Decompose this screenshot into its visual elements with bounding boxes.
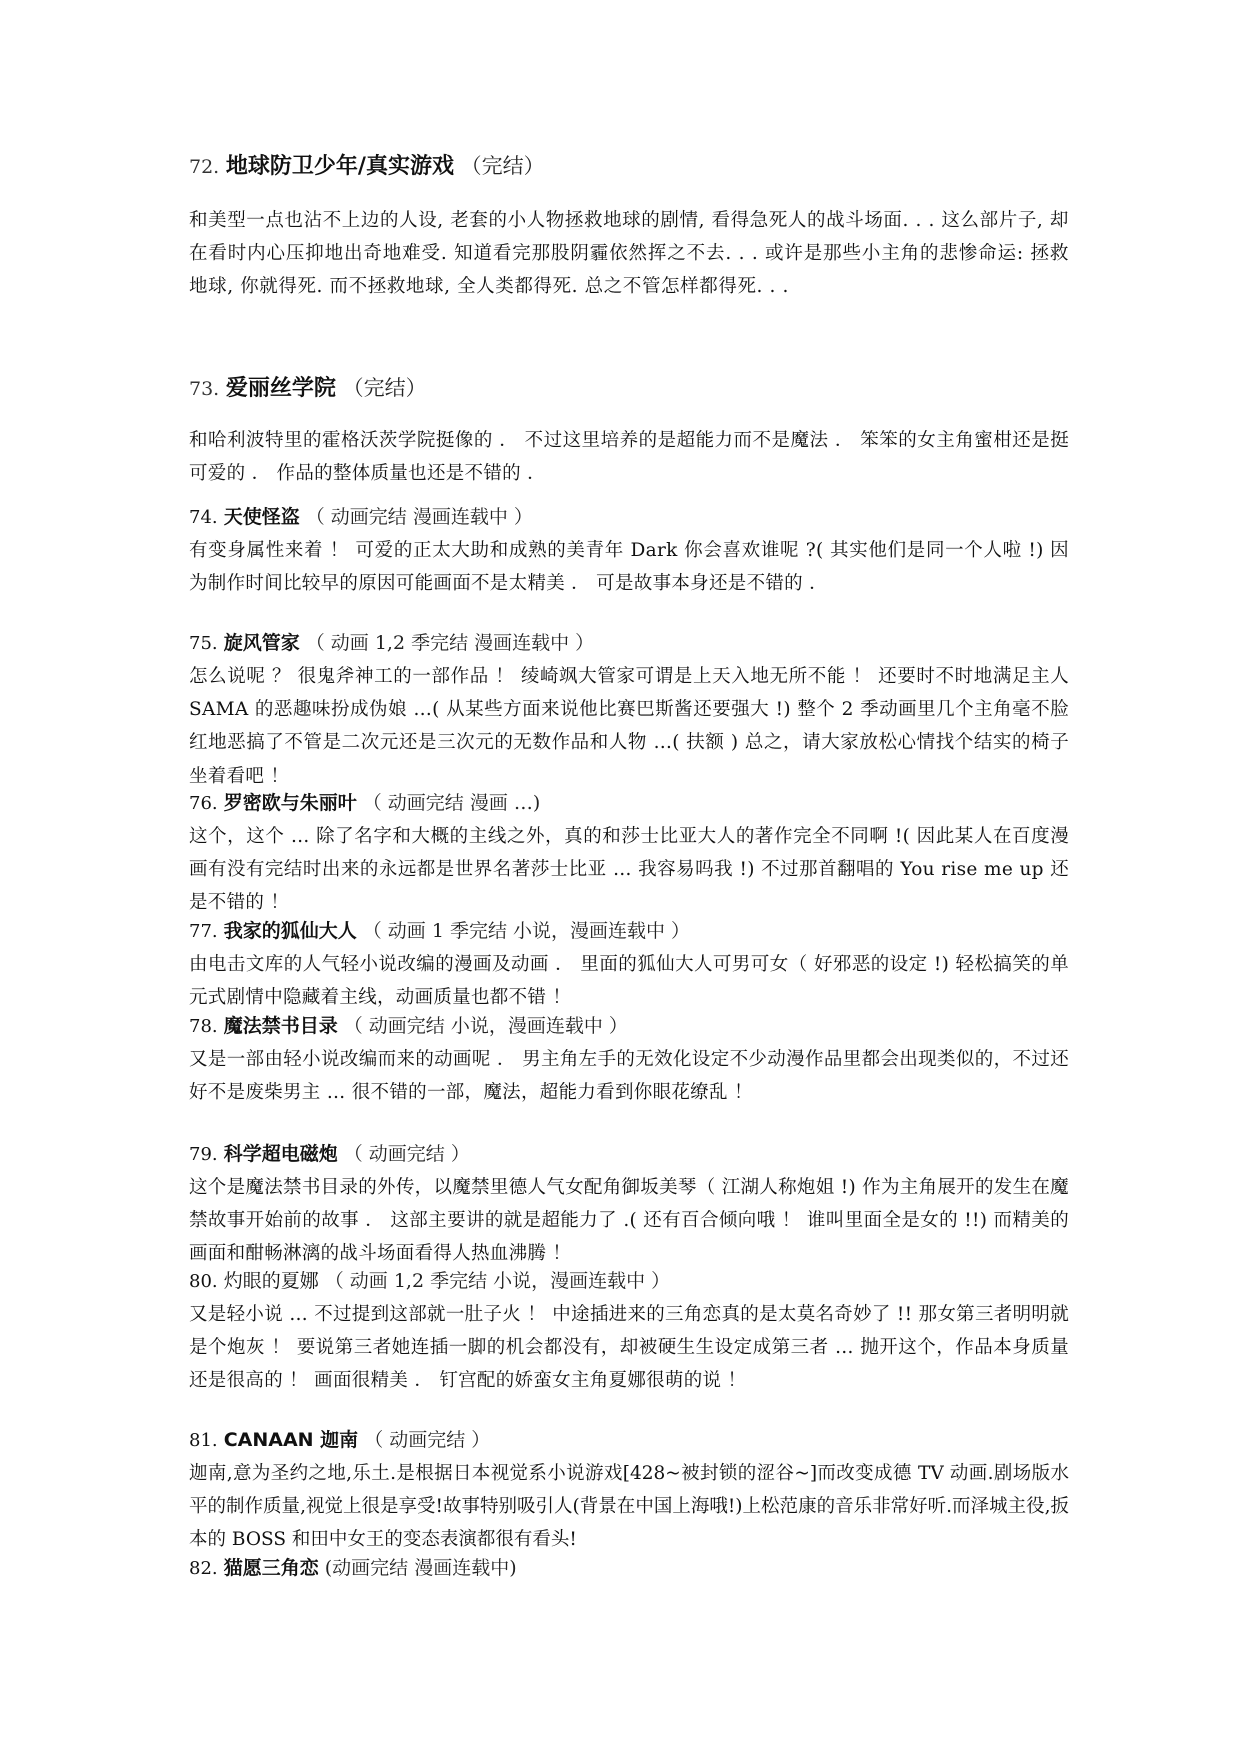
entry-name: 爱丽丝学院 <box>225 376 336 401</box>
entry-name: 旋风管家 <box>223 632 300 654</box>
entry-title <box>189 1010 1069 1043</box>
entry-73 <box>189 372 1069 490</box>
entry-number: 78. <box>189 1016 218 1037</box>
entry-description: 迦南,意为圣约之地,乐土.是根据日本视觉系小说游戏[428~被封锁的涩谷~]而改变成德 TV 动画.剧场版水平的制作质量,视觉上很是享受!故事特别吸引人(背景在中国上海哦!)上松范康的音乐非常好听.而泽城主役,扳本的 BOSS 和田中女王的变态表演都很有看头! <box>189 1463 1069 1551</box>
entry-title <box>189 501 1069 534</box>
entry-75 <box>189 627 1069 793</box>
entry-description: 这个是魔法禁书目录的外传，以魔禁里德人气女配角御坂美琴（ 江湖人称炮姐 !) 作为主角展开的发生在魔禁故事开始前的故事 ． 这部主要讲的就是超能力了 .( 还有百合倾向哦 ！ 谁叫里面全是女的 !!) 而精美的画面和酣畅淋漓的战斗场面看得人热血沸腾 ！ <box>189 1177 1069 1265</box>
entry-title <box>189 627 1069 660</box>
entry-title <box>189 787 1069 820</box>
entry-description: 有变身属性来着 ！ 可爱的正太大助和成熟的美青年 Dark 你会喜欢谁呢 ?( 其实他们是同一个人啦 !) 因为制作时间比较早的原因可能画面不是太精美 ． 可是故事本身还是不错的 ． <box>189 540 1069 595</box>
entry-title <box>189 150 1069 184</box>
entry-name: CANAAN 迦南 <box>223 1429 359 1451</box>
entry-description: 由电击文库的人气轻小说改编的漫画及动画 ． 里面的狐仙大人可男可女（ 好邪恶的设定 !) 轻松搞笑的单元式剧情中隐藏着主线，动画质量也都不错 ！ <box>189 954 1069 1009</box>
entry-status: （ 动画完结 漫画 …) <box>362 792 541 814</box>
entry-74 <box>189 501 1069 600</box>
entry-status: （ 动画 1,2 季完结 漫画连载中 ） <box>305 632 595 654</box>
entry-72 <box>189 150 1069 304</box>
entry-status: （完结） <box>342 376 427 400</box>
entry-name: 科学超电磁炮 <box>223 1143 338 1165</box>
entry-number: 82. <box>189 1558 218 1579</box>
entry-title <box>189 372 1069 406</box>
entry-status: （ 动画完结 ） <box>343 1143 470 1165</box>
entry-name: 天使怪盗 <box>223 506 300 528</box>
entry-title <box>189 1552 1069 1585</box>
entry-title <box>189 1265 1069 1298</box>
entry-81 <box>189 1424 1069 1557</box>
entry-description: 和美型一点也沾不上边的人设, 老套的小人物拯救地球的剧情, 看得急死人的战斗场面. . . 这么部片子, 却在看时内心压抑地出奇地难受. 知道看完那股阴霾依然挥之不去. . . 或许是那些小主角的悲惨命运: 拯救地球, 你就得死. 而不拯救地球, 全人类都得死. 总之不管怎样都得死. . . <box>189 210 1069 298</box>
entry-77 <box>189 915 1069 1014</box>
entry-number: 79. <box>189 1144 218 1165</box>
entry-number: 74. <box>189 507 218 528</box>
entry-status: （ 动画 1,2 季完结 小说，漫画连载中 ） <box>324 1270 671 1292</box>
entry-number: 72. <box>189 156 220 178</box>
entry-description: 和哈利波特里的霍格沃茨学院挺像的 ． 不过这里培养的是超能力而不是魔法 ． 笨笨的女主角蜜柑还是挺可爱的 ． 作品的整体质量也还是不错的 ． <box>189 430 1069 485</box>
entry-title <box>189 915 1069 948</box>
entry-78 <box>189 1010 1069 1109</box>
entry-name: 我家的狐仙大人 <box>223 920 357 942</box>
entry-status: （ 动画 1 季完结 小说，漫画连载中 ） <box>362 920 691 942</box>
entry-name: 魔法禁书目录 <box>223 1015 338 1037</box>
entry-number: 81. <box>189 1430 218 1451</box>
entry-status: （完结） <box>460 154 545 178</box>
entry-title <box>189 1138 1069 1171</box>
entry-description: 怎么说呢 ？ 很鬼斧神工的一部作品 ！ 绫崎飒大管家可谓是上天入地无所不能 ！ 还要时不时地满足主人 SAMA 的恶趣味扮成伪娘 …( 从某些方面来说他比赛巴斯酱还要强大 !) 整个 2 季动画里几个主角毫不脸红地恶搞了不管是二次元还是三次元的无数作品和人物 …( 扶额 ) 总之，请大家放松心情找个结实的椅子坐着看吧 ！ <box>189 666 1069 787</box>
entry-name: 罗密欧与朱丽叶 <box>223 792 357 814</box>
entry-number: 76. <box>189 793 218 814</box>
entry-status: （ 动画完结 小说，漫画连载中 ） <box>343 1015 628 1037</box>
entry-name: 地球防卫少年/真实游戏 <box>225 154 454 179</box>
entry-79 <box>189 1138 1069 1271</box>
entry-description: 这个，这个 … 除了名字和大概的主线之外，真的和莎士比亚大人的著作完全不同啊 !( 因此某人在百度漫画有没有完结时出来的永远都是世界名著莎士比亚 … 我容易吗我 !) 不过那首翻唱的 You rise me up 还是不错的 ！ <box>189 826 1069 914</box>
entry-number: 77. <box>189 921 218 942</box>
entry-76 <box>189 787 1069 920</box>
entry-number: 75. <box>189 633 218 654</box>
entry-82 <box>189 1552 1069 1585</box>
entry-title <box>189 1424 1069 1457</box>
entry-description: 又是一部由轻小说改编而来的动画呢 ． 男主角左手的无效化设定不少动漫作品里都会出现类似的，不过还好不是废柴男主 … 很不错的一部，魔法，超能力看到你眼花缭乱 ！ <box>189 1049 1069 1104</box>
entry-status: （ 动画完结 漫画连载中 ） <box>305 506 533 528</box>
entry-description: 又是轻小说 … 不过提到这部就一肚子火 ！ 中途插进来的三角恋真的是太莫名奇妙了 !! 那女第三者明明就是个炮灰 ！ 要说第三者她连插一脚的机会都没有，却被硬生生设定成第三者 … 抛开这个，作品本身质量还是很高的 ！ 画面很精美 ． 钉宫配的娇蛮女主角夏娜很萌的说 ！ <box>189 1304 1069 1392</box>
entry-status: (动画完结 漫画连载中) <box>324 1557 517 1579</box>
entry-80 <box>189 1265 1069 1398</box>
entry-name: 猫愿三角恋 <box>223 1557 319 1579</box>
entry-status: （ 动画完结 ） <box>364 1429 491 1451</box>
entry-number: 80. <box>189 1271 218 1292</box>
entry-number: 73. <box>189 378 220 400</box>
entry-name: 灼眼的夏娜 <box>223 1270 319 1292</box>
